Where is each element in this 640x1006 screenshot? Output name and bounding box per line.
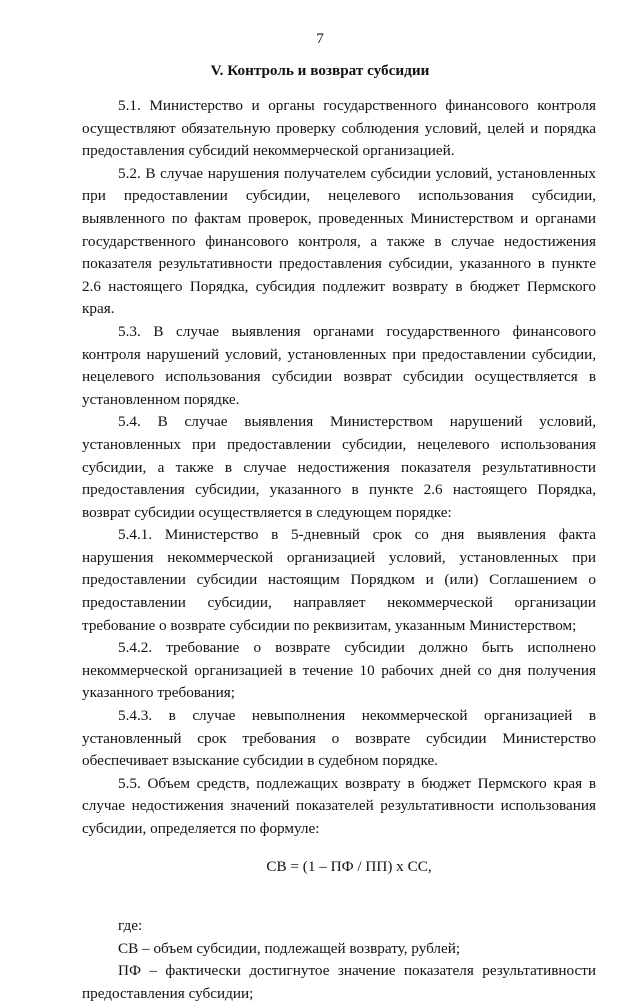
paragraph-5-4: 5.4. В случае выявления Министерством нарушений условий, установленных при предоставлении субсидии, нецелевого использования субсидии, а также в случае недостижения показателя результативности предоставления субсидии, указанного в пункте 2.6 настоящего Порядка, возврат субсидии осуществляется в следующем порядке: — [82, 413, 596, 521]
paragraph-5-3: 5.3. В случае выявления органами государственного финансового контроля нарушений условий, установленных при предоставлении субсидии, нецелевого использования субсидии возврат субсидии осуществляется в установленном порядке. — [82, 322, 596, 408]
formula: СВ = (1 – ПФ / ПП) х СС, — [266, 857, 432, 875]
definition-sv: СВ – объем субсидии, подлежащей возврату, рублей; — [118, 939, 461, 957]
definition-pf: ПФ – фактически достигнутое значение показателя результативности предоставления субсидии; — [82, 962, 596, 1002]
paragraph-5-4-2: 5.4.2. требование о возврате субсидии должно быть исполнено некоммерческой организацией в течение 10 рабочих дней со дня получения указанного требования; — [82, 639, 596, 702]
document-body — [82, 95, 596, 1006]
paragraph-5-1: 5.1. Министерство и органы государственного финансового контроля осуществляют обязательную проверку соблюдения условий, целей и порядка предоставления субсидий некоммерческой организацией. — [82, 97, 596, 160]
paragraph-5-4-1: 5.4.1. Министерство в 5-дневный срок со дня выявления факта нарушения некоммерческой организацией условий, установленных при предоставлении субсидии настоящим Порядком и (или) Соглашением о предоставлении субсидии, направляет некоммерческой организации требование о возврате субсидии по реквизитам, указанным Министерством; — [82, 526, 596, 634]
section-title: V. Контроль и возврат субсидии — [210, 62, 430, 79]
paragraph-5-2: 5.2. В случае нарушения получателем субсидии условий, установленных при предоставлении субсидии, нецелевого использования субсидии, выявленного по фактам проверок, проведенных Министерством и органами государственного финансового контроля, а также в случае недостижения показателя результативности предоставления субсидии, указанного в пункте 2.6 настоящего Порядка, субсидия подлежит возврату в бюджет Пермского края. — [82, 164, 596, 318]
page-number: 7 — [316, 30, 324, 47]
paragraph-5-4-3: 5.4.3. в случае невыполнения некоммерческой организацией в установленный срок требования о возврате субсидии Министерство обеспечивает взыскание субсидии в судебном порядке. — [82, 707, 596, 770]
where-label: где: — [118, 917, 143, 935]
paragraph-5-5: 5.5. Объем средств, подлежащих возврату в бюджет Пермского края в случае недостижения значений показателей результативности использования субсидии, определяется по формуле: — [82, 774, 596, 837]
